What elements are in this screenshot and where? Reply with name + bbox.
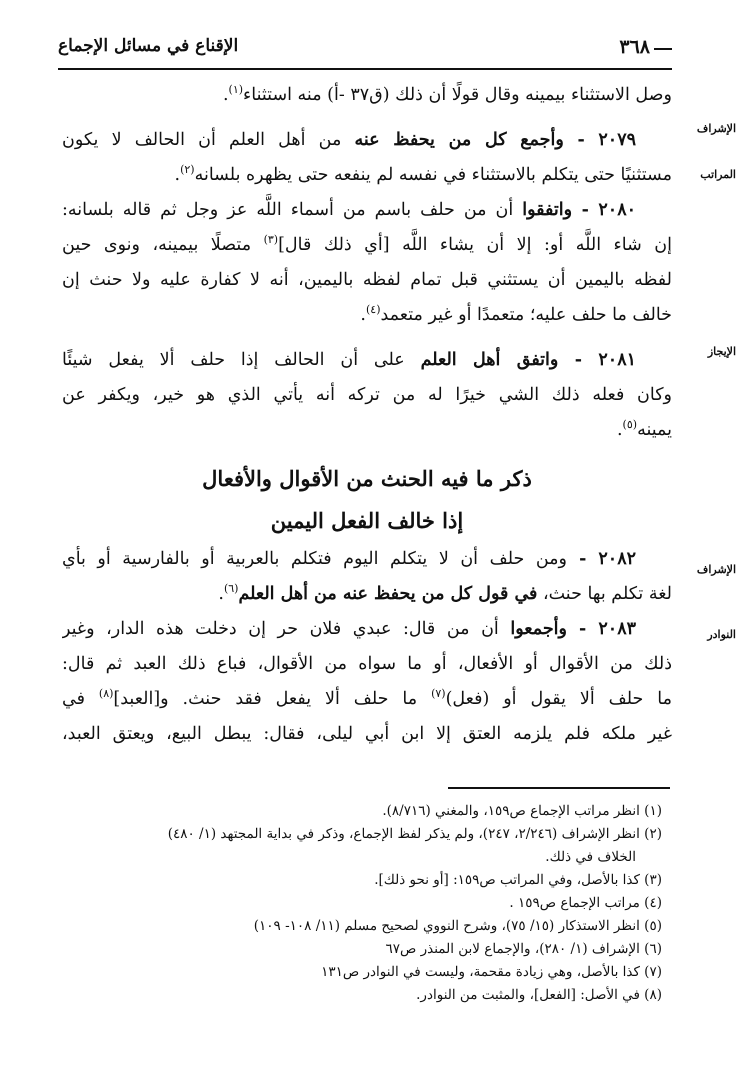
footnote-6: (٦) الإشراف (١/ ٢٨٠)، والإجماع لابن المنذر ص٦٧: [385, 941, 662, 957]
page-header: [58, 34, 672, 70]
footnote-ref: (٤): [365, 303, 381, 317]
footnote-4: (٤) مراتب الإجماع ص١٥٩ .: [509, 895, 662, 911]
text-line: وصل الاستثناء بيمينه وقال قولًا أن ذلك (ق٣٧ -أ) منه استثناء$^{(١)}$.: [222, 83, 672, 105]
footnote-ref: (٢): [180, 163, 195, 177]
text-line: وكان فعله ذلك الشي خيرًا له من تركه أنه يأتي الذي هو خير، ويكفر عن: [62, 385, 672, 405]
text-line: لفظه باليمين أن يستثني قبل تمام لفظه باليمين، أنه لا كفارة عليه ولا حنث إن: [62, 270, 672, 290]
text-line: ما حلف ألا يقول أو (فعل)$^{(٧)}$ ما حلف ألا يفعل فقد حنث. و[العبد]$^{(٨)}$ في: [62, 687, 672, 709]
book-title: الإقناع في مسائل الإجماع: [58, 36, 239, 56]
footnotes: [62, 800, 672, 1007]
issue-number: ٢٠٨٣ -: [566, 619, 636, 639]
sidebar-label-2082: الإشراف: [696, 563, 736, 576]
sidebar-label-2079: الإشراف: [696, 122, 736, 135]
issue-number: ٢٠٨٢ -: [567, 549, 636, 569]
text-line: يمينه$^{(٥)}$.: [616, 418, 672, 440]
footnote-ref: (٥): [622, 418, 638, 432]
footnote-2-continued: الخلاف في ذلك.: [545, 849, 636, 865]
header-dash: [654, 48, 672, 50]
main-text: [62, 78, 672, 752]
text-line: ٢٠٨١ - واتفق أهل العلم على أن الحالف إذا حلف ألا يفعل شيئًا: [62, 350, 636, 370]
footnote-1: (١) انظر مراتب الإجماع ص١٥٩، والمغني (٨/٧١٦).: [382, 803, 662, 819]
page-number: ٣٦٨: [619, 36, 650, 58]
sidebar-label-2081: الإيجاز: [707, 345, 736, 358]
footnote-5: (٥) انظر الاستذكار (١٥/ ٧٥)، وشرح النووي لصحيح مسلم (١١/ ١٠٨- ١٠٩): [253, 918, 662, 934]
footnote-3: (٣) كذا بالأصل، وفي المراتب ص١٥٩: [أو نحو ذلك].: [374, 872, 662, 888]
text-line: ٢٠٧٩ - وأجمع كل من يحفظ عنه من أهل العلم أن الحالف لا يكون: [62, 130, 636, 150]
sidebar-label-2083: النوادر: [707, 628, 736, 641]
footnote-ref: (٦): [223, 582, 239, 596]
text-line: ذلك من الأقوال أو الأفعال، أو ما سواه من الأقوال، فباع ذلك العبد ثم قال:: [62, 654, 672, 674]
issue-number: ٢٠٧٩ -: [563, 130, 636, 150]
text-line: خالف ما حلف عليه؛ متعمدًا أو غير متعمد$^{(٤)}$.: [360, 303, 672, 325]
section-subheading: إذا خالف الفعل اليمين: [270, 508, 464, 533]
issue-number: ٢٠٨١ -: [558, 350, 636, 370]
text-line: إن شاء اللَّه أو: إلا أن يشاء اللَّه [أي ذلك قال]$^{(٣)}$ متصلًا بيمينه، ونوى حين: [62, 233, 672, 255]
footnote-ref: (٨): [98, 687, 114, 701]
text-line: ٢٠٨٢ - ومن حلف أن لا يتكلم اليوم فتكلم بالعربية أو بالفارسية أو بأي: [62, 549, 636, 569]
footnote-8: (٨) في الأصل: [الفعل]، والمثبت من النوادر.: [416, 987, 662, 1003]
footnote-ref: (٣): [263, 233, 279, 247]
footnote-7: (٧) كذا بالأصل، وهي زيادة مقحمة، وليست في النوادر ص١٣١: [321, 964, 662, 980]
text-line: غير ملكه فلم يلزمه العتق إلا ابن أبي ليلى، فقال: يبطل البيع، ويعتق العبد،: [62, 724, 672, 744]
issue-number: ٢٠٨٠ -: [572, 200, 636, 220]
text-line: مستثنيًا حتى يتكلم بالاستثناء في نفسه لم ينفعه حتى يظهره بلسانه$^{(٢)}$.: [174, 163, 672, 185]
text-line: ٢٠٨٣ - وأجمعوا أن من قال: عبدي فلان حر إن دخلت هذه الدار، وغير: [62, 619, 636, 639]
sidebar-label-2080: المراتب: [700, 168, 736, 181]
section-heading: ذكر ما فيه الحنث من الأقوال والأفعال: [202, 466, 532, 491]
footnote-ref: (٧): [431, 687, 446, 701]
footnote-rule: [448, 787, 670, 789]
footnote-2: (٢) انظر الإشراف (٢/٢٤٦، ٢٤٧)، ولم يذكر لفظ الإجماع، وذكر في بداية المجتهد (١/ ٤٨٠): [167, 826, 662, 842]
text-line: ٢٠٨٠ - واتفقوا أن من حلف باسم من أسماء اللَّه عز وجل ثم قاله بلسانه:: [62, 200, 636, 220]
text-line: لغة تكلم بها حنث، في قول كل من يحفظ عنه من أهل العلم$^{(٦)}$.: [218, 582, 672, 604]
footnote-ref: (١): [228, 83, 244, 97]
